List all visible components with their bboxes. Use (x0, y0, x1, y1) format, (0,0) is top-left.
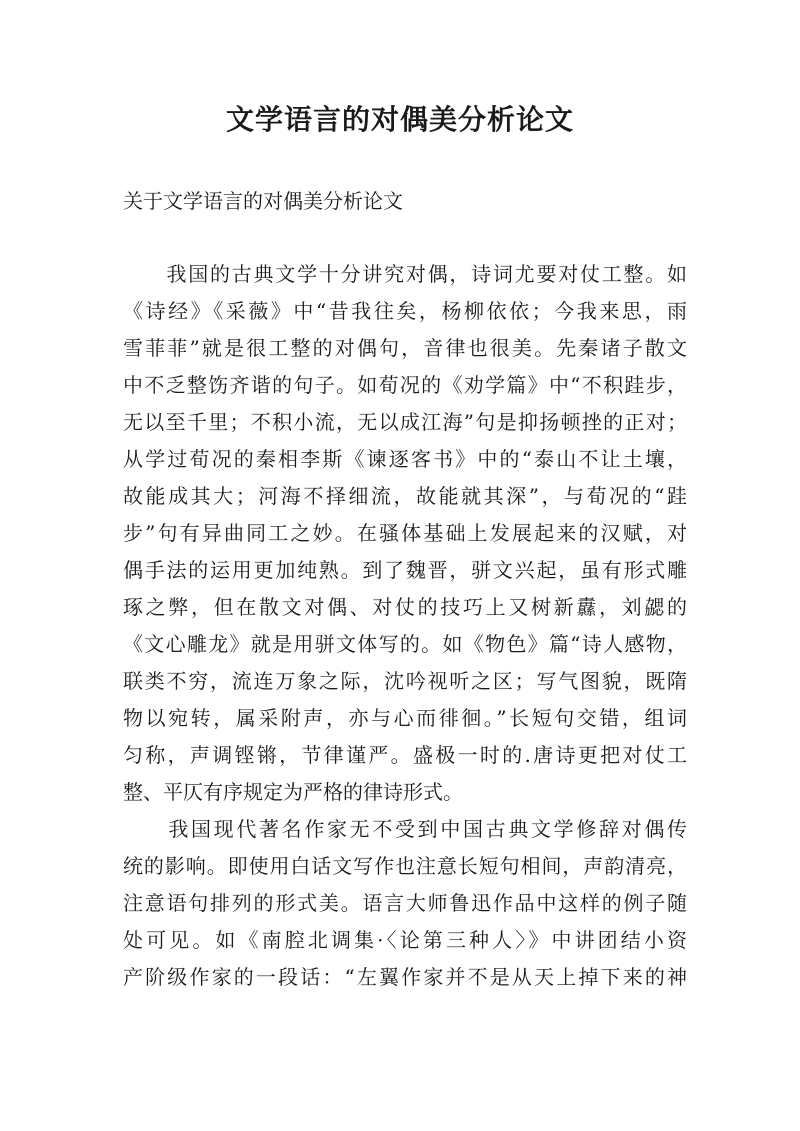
paragraph (123, 811, 687, 996)
paragraph-line: 《诗经》《采薇》中“昔我往矣，杨柳依依；今我来思，雨 (123, 299, 687, 323)
paragraph-line: 我国现代著名作家无不受到中国古典文学修辞对偶传 (123, 817, 687, 841)
paragraph-line: 从学过荀况的秦相李斯《谏逐客书》中的“泰山不让土壤， (123, 447, 687, 471)
document-subtitle: 关于文学语言的对偶美分析论文 (123, 189, 403, 213)
paragraph-line: 我国的古典文学十分讲究对偶，诗词尤要对仗工整。如 (123, 262, 687, 286)
document-title: 文学语言的对偶美分析论文 (225, 103, 574, 136)
paragraph-line: 物以宛转，属采附声，亦与心而徘徊。”长短句交错，组词 (123, 706, 687, 730)
body-text (123, 256, 687, 996)
paragraph-line: 注意语句排列的形式美。语言大师鲁迅作品中这样的例子随 (123, 891, 687, 915)
paragraph-line: 产阶级作家的一段话：“左翼作家并不是从天上掉下来的神 (123, 965, 687, 989)
paragraph-line: 《文心雕龙》就是用骈文体写的。如《物色》篇“诗人感物， (123, 632, 687, 656)
paragraph-line: 步”句有异曲同工之妙。在骚体基础上发展起来的汉赋，对 (123, 521, 687, 545)
paragraph-line: 处可见。如《南腔北调集·〈论第三种人〉》中讲团结小资 (123, 928, 687, 952)
paragraph-line: 中不乏整饬齐谐的句子。如荀况的《劝学篇》中“不积跬步， (123, 373, 687, 397)
paragraph-line: 联类不穷，流连万象之际，沈吟视听之区；写气图貌，既隋 (123, 669, 687, 693)
paragraph-line: 偶手法的运用更加纯熟。到了魏晋，骈文兴起，虽有形式雕 (123, 558, 687, 582)
paragraph-line: 琢之弊，但在散文对偶、对仗的技巧上又树新纛，刘勰的 (123, 595, 687, 619)
paragraph-line: 整、平仄有序规定为严格的律诗形式。 (123, 780, 463, 804)
paragraph-line: 故能成其大；河海不择细流，故能就其深”，与荀况的“跬 (123, 484, 687, 508)
paragraph-line: 匀称，声调铿锵，节律谨严。盛极一时的.唐诗更把对仗工 (123, 743, 687, 767)
paragraph-line: 统的影响。即使用白话文写作也注意长短句相间，声韵清亮， (123, 854, 687, 878)
paragraph (123, 256, 687, 811)
paragraph-line: 雪菲菲”就是很工整的对偶句，音律也很美。先秦诸子散文 (123, 336, 687, 360)
paragraph-line: 无以至千里；不积小流，无以成江海”句是抑扬顿挫的正对； (123, 410, 687, 434)
